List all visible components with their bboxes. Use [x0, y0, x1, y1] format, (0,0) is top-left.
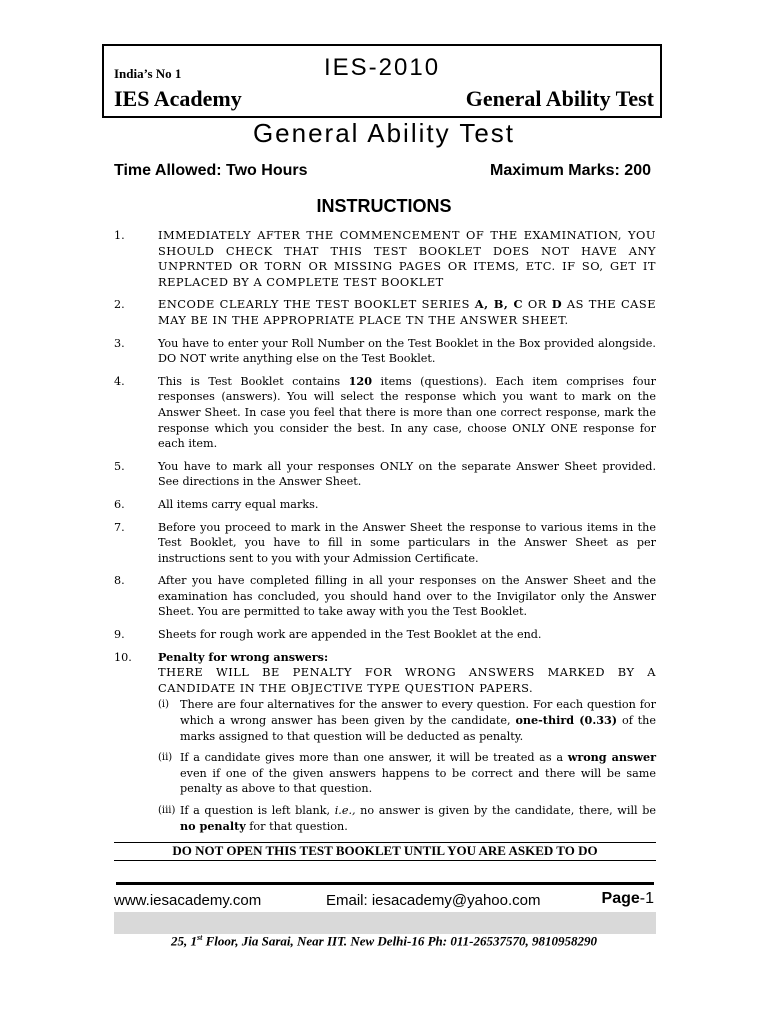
instruction-item [114, 650, 656, 841]
booklet-series-d: D [551, 297, 563, 312]
instruction-number: 5. [114, 459, 125, 473]
instruction-item [114, 627, 656, 643]
instruction-number: 9. [114, 628, 125, 642]
subitem-text-part: If a question is left blank, [180, 804, 335, 817]
instruction-text-part: AS THE CASE MAY BE IN THE APPROPRIATE PLACE TN THE ANSWER SHEET. [158, 297, 657, 327]
instruction-number: 10. [114, 650, 132, 664]
instruction-number: 4. [114, 374, 125, 388]
time-allowed: Time Allowed: Two Hours [114, 162, 308, 179]
subitem-text-part: no answer is given by the candidate, there, will be [355, 804, 656, 817]
header-box [102, 44, 662, 118]
instruction-number: 8. [114, 574, 125, 588]
subitem-number: (iii) [158, 805, 176, 816]
footer-website[interactable]: www.iesacademy.com [114, 892, 262, 909]
item-count: 120 [348, 373, 372, 388]
instruction-item [114, 297, 656, 328]
address-bar [114, 912, 656, 934]
subitem-text-part: If a candidate gives more than one answer, it will be treated as a [180, 751, 568, 765]
instruction-item [114, 228, 656, 290]
subitem-text-part: of the marks assigned to that question will be deducted as penalty. [180, 714, 656, 743]
footer-rule [116, 882, 654, 885]
instruction-text: Before you proceed to mark in the Answer Sheet the response to various items in the Test Booklet, you have to fill in some particulars in the Answer Sheet as per instructions sent to you with your Admission Certificate. [158, 520, 656, 565]
instruction-text: IMMEDIATELY AFTER THE COMMENCEMENT OF THE EXAMINATION, YOU SHOULD CHECK THAT THIS TEST BOOKLET DOES NOT HAVE ANY UNPRNTED OR TORN OR MISSING PAGES OR ITEMS, ETC. IF SO, GET IT REPLACED BY A COMPLETE TEST BOOKLET [158, 228, 656, 289]
instruction-text [158, 297, 656, 328]
penalty-heading: Penalty for wrong answers: [158, 649, 329, 664]
instructions-title: INSTRUCTIONS [316, 196, 452, 216]
instruction-number: 3. [114, 336, 125, 350]
instruction-text-part: items (questions). Each item comprises four responses (answers). You will select the response which you want to mark on the Answer Sheet. In case you feel that there is more than one correct response, mark the response which you consider the best. In any case, choose ONLY ONE response for each item. [158, 374, 656, 451]
penalty-subitems [158, 697, 656, 834]
page-value: -1 [639, 890, 654, 907]
instruction-number: 7. [114, 520, 125, 534]
instruction-text: After you have completed filling in all your responses on the Answer Sheet and the examination has concluded, you should hand over to the Invigilator only the Answer Sheet. You are permitted to take away with you the Test Booklet. [158, 574, 656, 619]
address-ordinal: st [197, 933, 203, 942]
penalty-fraction: one-third (0.33) [515, 713, 618, 728]
page-number [602, 890, 654, 908]
instruction-item [114, 459, 656, 490]
header-academy: IES Academy [114, 86, 242, 111]
penalty-subitem [158, 697, 656, 744]
instructions-list [114, 228, 656, 847]
footer-address [0, 933, 768, 949]
header-tagline: India’s No 1 [114, 66, 182, 81]
instruction-item [114, 573, 656, 620]
subitem-number: (i) [158, 699, 170, 711]
page-label: Page [601, 890, 640, 907]
penalty-subitem [158, 803, 656, 834]
instruction-text-part: ENCODE CLEARLY THE TEST BOOKLET SERIES [158, 297, 475, 312]
instruction-text: You have to enter your Roll Number on the Test Booklet in the Box provided alongside. DO NOT write anything else on the Test Booklet. [158, 336, 656, 366]
header-paper: General Ability Test [465, 86, 654, 111]
address-part: 25, 1 [171, 933, 198, 949]
wrong-answer-term: wrong answer [567, 750, 656, 765]
instruction-number: 1. [114, 229, 125, 242]
instruction-item [114, 497, 656, 513]
notice-text: DO NOT OPEN THIS TEST BOOKLET UNTIL YOU ARE ASKED TO DO [172, 843, 598, 858]
instruction-text: You have to mark all your responses ONLY on the separate Answer Sheet provided. See directions in the Answer Sheet. [158, 459, 656, 489]
subitem-number: (ii) [158, 752, 173, 764]
footer-email[interactable]: Email: iesacademy@yahoo.com [326, 892, 541, 909]
subitem-text [180, 803, 656, 834]
notice-bottom-rule [114, 860, 656, 861]
instruction-number: 6. [114, 497, 125, 511]
subitem-text-part: There are four alternatives for the answer to every question. For each question for which a wrong answer has been given by the candidate, [180, 698, 656, 728]
penalty-subitem [158, 750, 656, 797]
subitem-text [180, 750, 656, 797]
no-penalty-term: no penalty [180, 818, 246, 833]
instruction-item [114, 374, 656, 452]
instruction-text: Sheets for rough work are appended in the Test Booklet at the end. [158, 628, 542, 642]
instruction-text [158, 650, 656, 841]
header-exam: IES-2010 [324, 54, 441, 81]
subitem-text-part: for that question. [245, 819, 348, 833]
penalty-text: THERE WILL BE PENALTY FOR WRONG ANSWERS MARKED BY A CANDIDATE IN THE OBJECTIVE TYPE QUESTION PAPERS. [158, 665, 656, 695]
maximum-marks: Maximum Marks: 200 [490, 162, 651, 179]
instruction-number: 2. [114, 298, 125, 312]
instruction-item [114, 336, 656, 367]
address-part: Floor, Jia Sarai, Near IIT. New Delhi-16 Ph: 011-26537570, 9810958290 [202, 933, 597, 949]
document-title: General Ability Test [252, 118, 516, 148]
instruction-text-part: OR [523, 297, 552, 312]
instruction-text-part: This is Test Booklet contains [158, 374, 349, 388]
instruction-text [158, 374, 656, 452]
ie-abbrev: i.e., [334, 804, 356, 817]
subitem-text [180, 697, 656, 744]
instruction-item [114, 520, 656, 567]
booklet-series: A, B, C [474, 297, 524, 312]
subitem-text-part: even if one of the given answers happens to be correct and there will be same penalty as above to that question. [180, 766, 656, 796]
instruction-text: All items carry equal marks. [158, 497, 319, 511]
